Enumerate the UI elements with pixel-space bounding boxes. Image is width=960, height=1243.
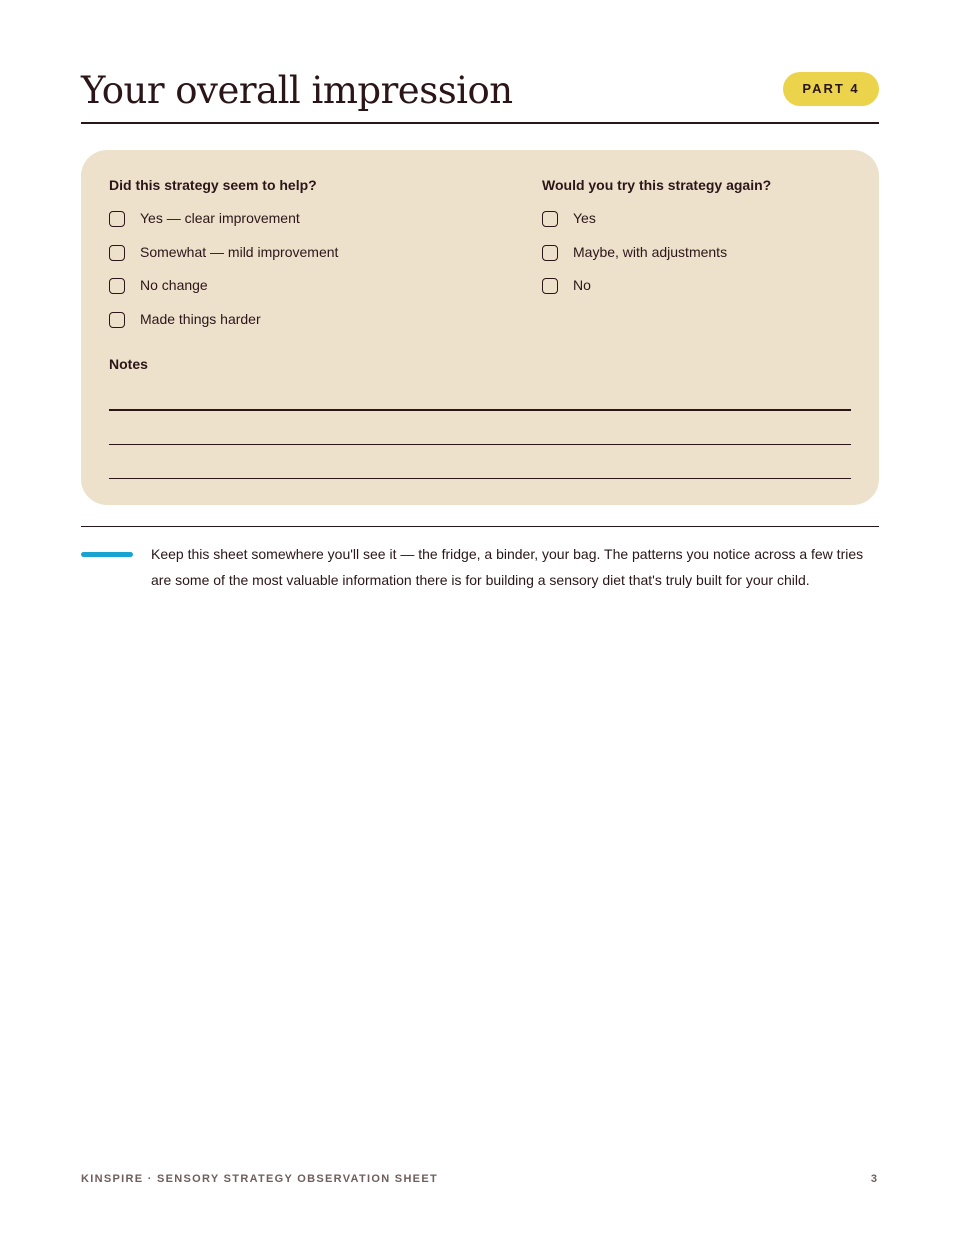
notes-line[interactable] <box>109 409 851 411</box>
try-again-option-maybe[interactable] <box>542 242 727 276</box>
footer-brand: KINSPIRE · SENSORY STRATEGY OBSERVATION SHEET <box>81 1173 438 1185</box>
helped-option-no-change[interactable] <box>109 275 338 309</box>
option-label: Maybe, with adjustments <box>573 243 728 260</box>
section-divider <box>81 526 879 527</box>
helped-option-harder[interactable] <box>109 309 338 343</box>
option-label: Yes <box>573 210 596 226</box>
helped-question: Did this strategy seem to help? <box>109 177 317 193</box>
try-again-option-no[interactable] <box>542 275 727 309</box>
tip-text: Keep this sheet somewhere you'll see it — the fridge, a binder, your bag. The patterns you notice across a few tries are some of the most valuable information there is for building a sensory diet that's truly built for your child. <box>151 546 864 588</box>
part-badge: PART 4 <box>783 72 879 106</box>
checkbox[interactable] <box>109 278 125 294</box>
option-label: Made things harder <box>140 311 261 328</box>
option-label: Somewhat — mild improvement <box>140 243 339 260</box>
checkbox[interactable] <box>109 245 125 261</box>
option-label: No <box>573 277 591 294</box>
page-number: 3 <box>870 1173 877 1185</box>
checkbox[interactable] <box>109 211 125 227</box>
title-divider <box>81 122 879 124</box>
checkbox[interactable] <box>542 278 558 294</box>
option-label: Yes — clear improvement <box>140 210 300 226</box>
helped-options <box>109 208 338 343</box>
checkbox[interactable] <box>109 312 125 328</box>
try-again-question: Would you try this strategy again? <box>542 177 772 193</box>
notes-line[interactable] <box>109 444 851 445</box>
notes-label: Notes <box>109 356 148 372</box>
helped-option-yes[interactable] <box>109 208 338 242</box>
checkbox[interactable] <box>542 245 558 261</box>
option-label: No change <box>140 277 208 294</box>
helped-option-somewhat[interactable] <box>109 242 338 276</box>
notes-line[interactable] <box>109 478 851 479</box>
try-again-options <box>542 208 727 309</box>
impression-card <box>81 150 879 505</box>
checkbox[interactable] <box>542 211 558 227</box>
accent-bar <box>81 552 133 557</box>
try-again-option-yes[interactable] <box>542 208 727 242</box>
page-title: Your overall impression <box>81 69 513 112</box>
